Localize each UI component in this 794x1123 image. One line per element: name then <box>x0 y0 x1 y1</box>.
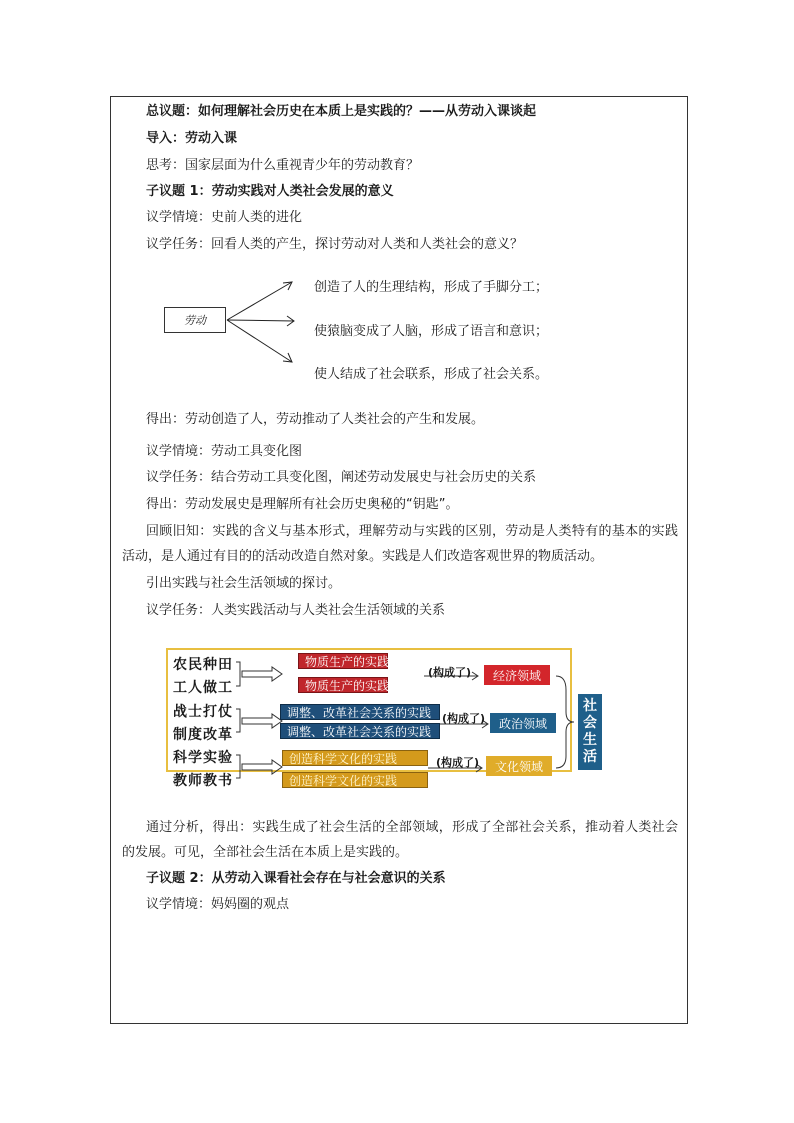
result-2: 得出：劳动发展史是理解所有社会历史奥秘的“钥匙”。 <box>146 497 459 512</box>
task-3: 议学任务：人类实践活动与人类社会生活领域的关系 <box>146 603 446 618</box>
actor-4: 制度改革 <box>173 727 233 743</box>
actor-3: 战士打仗 <box>173 704 233 720</box>
intro-heading: 导入：劳动入课 <box>146 131 238 146</box>
main-topic: 总议题：如何理解社会历史在本质上是实践的？——从劳动入课谈起 <box>146 104 537 119</box>
practice-adjust-2: 调整、改革社会关系的实践 <box>280 723 440 739</box>
society-char-3: 生 <box>583 732 597 748</box>
review-paragraph: 回顾旧知：实践的含义与基本形式，理解劳动与实践的区别，劳动是人类特有的基本的实践活动，是人通过有目的的活动改造自然对象。实践是人们改造客观世界的物质活动。 <box>122 524 678 564</box>
result-1: 得出：劳动创造了人，劳动推动了人类社会的产生和发展。 <box>146 412 485 427</box>
practice-culture-1: 创造科学文化的实践 <box>282 750 428 766</box>
society-char-2: 会 <box>583 715 597 731</box>
actor-1: 农民种田 <box>173 657 233 673</box>
think-question: 思考：国家层面为什么重视青少年的劳动教育？ <box>146 158 420 173</box>
labor-effect-1: 创造了人的生理结构，形成了手脚分工； <box>314 280 549 295</box>
task-2: 议学任务：结合劳动工具变化图，阐述劳动发展史与社会历史的关系 <box>146 470 537 485</box>
actor-6: 教师教书 <box>173 773 233 789</box>
practice-adjust-1: 调整、改革社会关系的实践 <box>280 704 440 720</box>
relation-label-1: (构成了) <box>428 666 472 679</box>
lead-line: 引出实践与社会生活领域的探讨。 <box>146 576 342 591</box>
sub-topic-2: 子议题 2：从劳动入课看社会存在与社会意识的关系 <box>146 871 446 886</box>
domain-culture: 文化领域 <box>486 756 552 776</box>
practice-material-1: 物质生产的实践 <box>298 653 388 669</box>
labor-effect-3: 使人结成了社会联系，形成了社会关系。 <box>314 367 549 382</box>
relation-label-2: (构成了) <box>442 712 486 725</box>
actor-2: 工人做工 <box>173 680 233 696</box>
context-1: 议学情境：史前人类的进化 <box>146 210 303 225</box>
relation-label-3: (构成了) <box>436 756 480 769</box>
domain-politics: 政治领域 <box>490 713 556 733</box>
task-1: 议学任务：回看人类的产生，探讨劳动对人类和人类社会的意义？ <box>146 237 524 252</box>
society-life-box <box>578 694 602 770</box>
context-2: 议学情境：劳动工具变化图 <box>146 444 303 459</box>
society-char-1: 社 <box>583 698 597 714</box>
labor-effect-2: 使猿脑变成了人脑，形成了语言和意识； <box>314 324 549 339</box>
labor-box: 劳动 <box>164 307 226 333</box>
context-3: 议学情境：妈妈圈的观点 <box>146 897 290 912</box>
domain-economy: 经济领域 <box>484 665 550 685</box>
actor-5: 科学实验 <box>173 750 233 766</box>
analysis-paragraph: 通过分析，得出：实践生成了社会生活的全部领域，形成了全部社会关系，推动着人类社会的发展。可见，全部社会生活在本质上是实践的。 <box>122 820 678 860</box>
practice-culture-2: 创造科学文化的实践 <box>282 772 428 788</box>
practice-material-2: 物质生产的实践 <box>298 677 388 693</box>
society-char-4: 活 <box>583 749 597 765</box>
sub-topic-1: 子议题 1：劳动实践对人类社会发展的意义 <box>146 184 394 199</box>
